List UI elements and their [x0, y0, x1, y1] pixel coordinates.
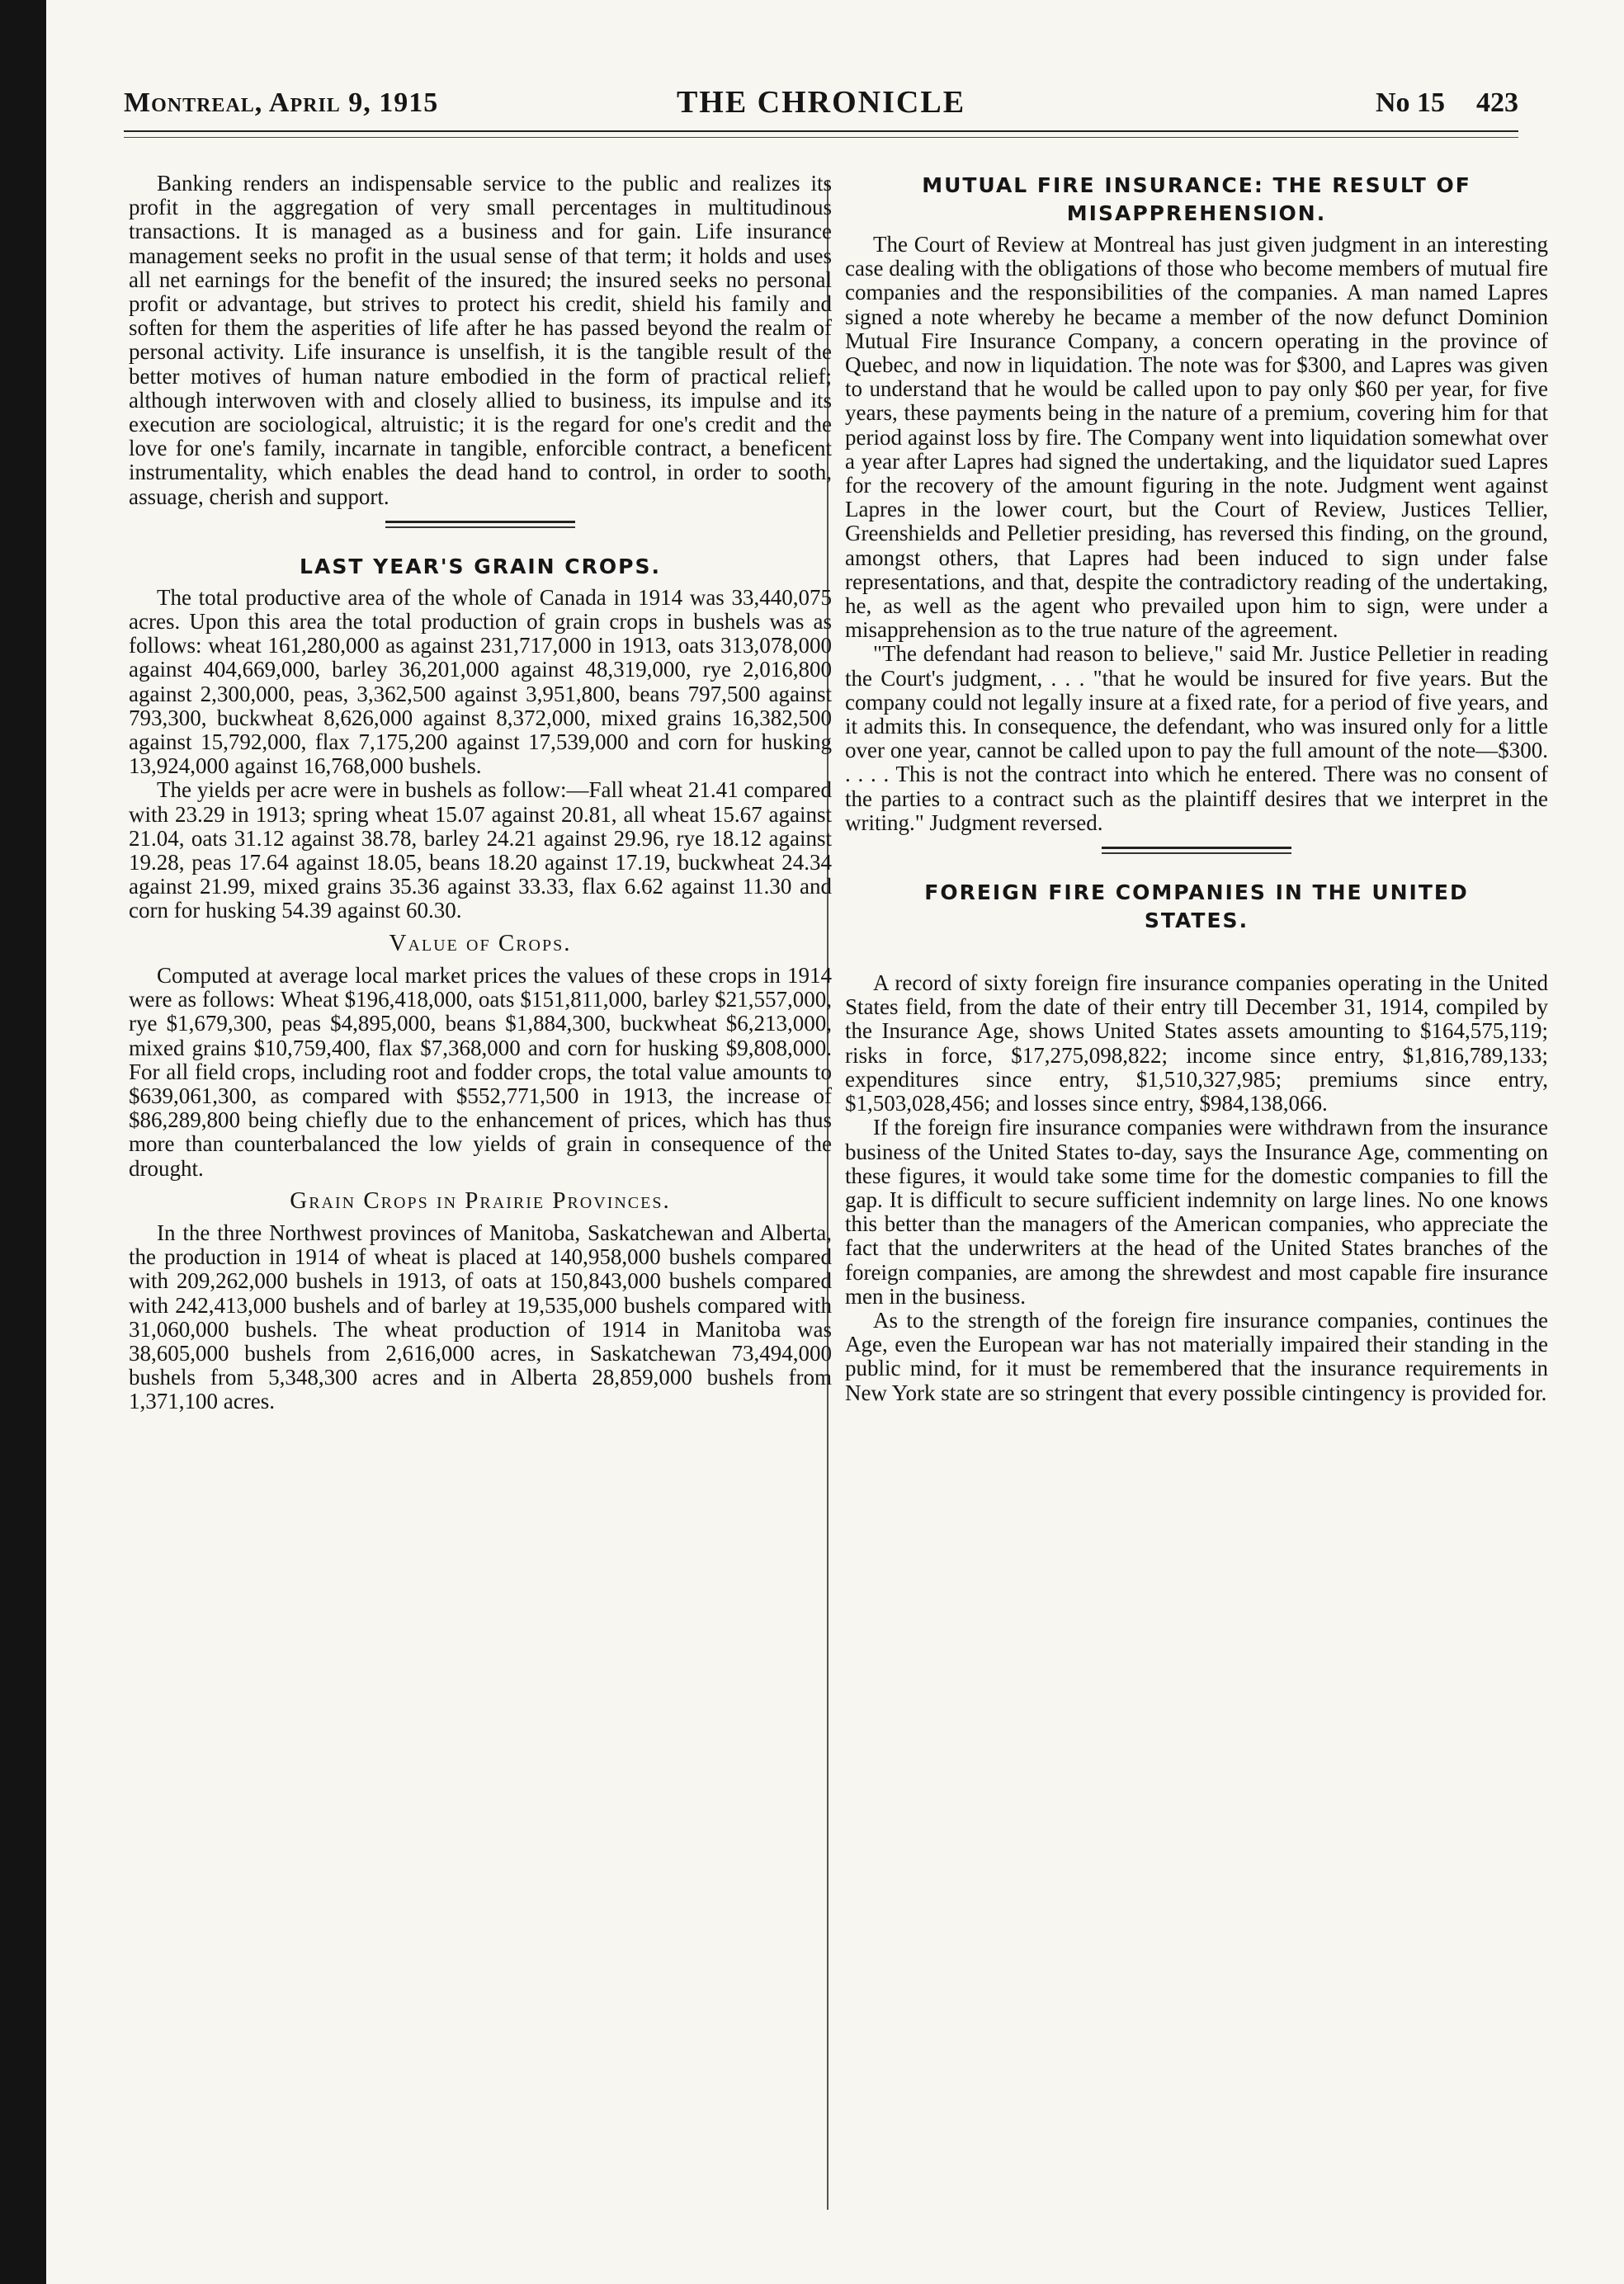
page-header — [124, 84, 1518, 124]
mutual-fire-headline — [845, 172, 1548, 228]
right-column — [845, 172, 1548, 1405]
grain-yields-paragraph: The yields per acre were in bushels as follow:—Fall wheat 21.41 compared with 23.29 in 1913; spring wheat 15.07 against 20.81, all wheat 15.67 against 21.04, oats 31.12 against 38.78, barley 24.21 against 29.96, rye 18.12 against 19.28, peas 17.64 against 18.05, beans 18.20 against 17.19, buckwheat 24.34 against 21.99, mixed grains 35.36 against 33.33, flax 6.62 against 11.30 and corn for husking 54.39 against 60.30. — [129, 777, 832, 923]
grain-crops-headline: LAST YEAR'S GRAIN CROPS. — [300, 554, 661, 578]
publication-title: THE CHRONICLE — [676, 85, 966, 120]
grain-production-paragraph: The total productive area of the whole of Canada in 1914 was 33,440,075 acres. Upon this area the total production of grain crops in bushels was as follows: wheat 161,280,000 as against 231,717,000 in 1913, oats 313,078,000 against 404,669,000, barley 36,201,000 against 48,319,000, rye 2,016,800 against 2,300,000, peas, 3,362,500 against 3,951,800, beans 797,500 against 793,300, buckwheat 8,626,000 against 8,372,000, mixed grains 16,382,500 against 15,792,000, flax 7,175,200 against 17,539,000 and corn for husking 13,924,000 against 16,768,000 bushels. — [129, 584, 832, 779]
crop-values-paragraph: Computed at average local market prices the values of these crops in 1914 were as follows: Wheat $196,418,000, oats $151,811,000, barley $21,557,000, rye $1,679,300, peas $4,895,000, beans $1,884,300, buckwheat $6,213,000, mixed grains $10,759,400, flax $7,368,000 and corn for husking $9,808,000. For all field crops, including root and fodder crops, the total value amounts to $639,061,300, as compared with $552,771,500 in 1913, the increase of $86,289,800 being chiefly due to the enhancement of prices, which has thus more than counterbalanced the low yields of grain in consequence of the drought. — [129, 962, 832, 1181]
foreign-fire-headline — [845, 879, 1548, 935]
foreign-fire-paragraph-1: A record of sixty foreign fire insurance companies operating in the United States field, from the date of their entry till December 31, 1914, compiled by the Insurance Age, shows United States assets amounting to $164,575,119; risks in force, $17,275,098,822; income since entry, $1,816,789,133; expenditures since entry, $1,510,327,985; premiums since entry, $1,503,028,456; and losses since entry, $984,138,066. — [845, 970, 1548, 1116]
foreign-fire-headline-line1: FOREIGN FIRE COMPANIES IN THE UNITED — [924, 880, 1469, 905]
foreign-fire-paragraph-2: If the foreign fire insurance companies were withdrawn from the insurance business of the United States to-day, says the Insurance Age, commenting on these figures, it would take some time for the domestic companies to fill the gap. It is difficult to secure sufficient indemnity on large lines. No one knows this better than the managers of the American companies, who appreciate the fact that the underwriters at the head of the United States branches of the foreign companies, are among the shrewdest and most capable fire insurance men in the business. — [845, 1115, 1548, 1309]
article-separator — [385, 521, 575, 528]
header-issue-page — [1376, 87, 1518, 119]
mutual-fire-headline-line1: MUTUAL FIRE INSURANCE: THE RESULT OF — [922, 173, 1471, 197]
value-of-crops-subheading: Value of Crops. — [389, 929, 572, 956]
header-rule-thin — [124, 137, 1518, 138]
left-column — [129, 172, 832, 1414]
headline-spacing — [845, 940, 1548, 971]
foreign-fire-paragraph-3: As to the strength of the foreign fire insurance companies, continues the Age, even the European war has not materially impaired their standing in the public mind, for it must be remembered that the insurance requirements in New York state are so stringent that every possible cintingency is provided for. — [845, 1307, 1548, 1405]
mutual-fire-headline-line2: MISAPPREHENSION. — [1066, 201, 1327, 225]
header-dateline: Montreal, April 9, 1915 — [124, 87, 439, 118]
mutual-fire-paragraph-2: "The defendant had reason to believe," said Mr. Justice Pelletier in reading the Court's judgment, . . . "that he would be insured for five years. But the company could not legally insure at a fixed rate, for a period of five years, and it admits this. In consequence, the defendant, who was insured only for a little over one year, cannot be called upon to pay the full amount of the note—$300. . . . . This is not the contract into which he entered. There was no consent of the parties to a contract such as the plaintiff desires that we interpret in the writing." Judgment reversed. — [845, 641, 1548, 835]
newspaper-page — [46, 0, 1624, 2284]
page-number: 423 — [1476, 87, 1518, 118]
issue-number: No 15 — [1375, 87, 1445, 118]
article-separator — [1102, 847, 1291, 854]
header-rule — [124, 130, 1518, 132]
mutual-fire-paragraph-1: The Court of Review at Montreal has just given judgment in an interesting case dealing with the obligations of those who become members of mutual fire companies and the responsibilities of the companies. A man named Lapres signed a note whereby he became a member of the now defunct Dominion Mutual Fire Insurance Company, a concern operating in the province of Quebec, and now in liquidation. The note was for $300, and Lapres was given to understand that he would be called upon to pay only $60 per year, for five years, these payments being in the nature of a premium, covering him for that period against loss by fire. The Company went into liquidation somewhat over a year after Lapres had signed the undertaking, and the liquidator sued Lapres for the recovery of the amount figuring in the note. Judgment went against Lapres in the lower court, but the Court of Review, Justices Tellier, Greenshields and Pelletier presiding, has reversed this finding, on the ground, amongst others, that Lapres had been induced to sign under false representations, and that, despite the contradictory reading of the undertaking, he, as well as the agent who prevailed upon him to sign, were under a misapprehension as to the true nature of the agreement. — [845, 232, 1548, 643]
life-insurance-paragraph: Banking renders an indispensable service to the public and realizes its profit in the aggregation of very small percentages in multitudinous transactions. It is managed as a business and for gain. Life insurance management seeks no profit in the usual sense of that term; it holds and uses all net earnings for the benefit of the insured; the insured seeks no personal profit or advantage, but strives to protect his credit, shield his family and soften for them the asperities of life after he has passed beyond the realm of personal activity. Life insurance is unselfish, it is the tangible result of the better motives of human nature embodied in the form of practical relief; although interwoven with and closely allied to business, its impulse and its execution are sociological, altruistic; it is the regard for one's credit and the love for one's family, incarnate in tangible, enforcible contract, a beneficent instrumentality, which enables the dead hand to control, in order to sooth, assuage, cherish and support. — [129, 171, 832, 509]
prairie-provinces-subheading: Grain Crops in Prairie Provinces. — [290, 1187, 671, 1214]
foreign-fire-headline-line2: STATES. — [1144, 908, 1249, 933]
prairie-crops-paragraph: In the three Northwest provinces of Manitoba, Saskatchewan and Alberta, the production in 1914 of wheat is placed at 140,958,000 bushels compared with 209,262,000 bushels in 1913, of oats at 150,843,000 bushels compared with 242,413,000 bushels and of barley at 19,535,000 bushels compared with 31,060,000 bushels. The wheat production of 1914 in Manitoba was 38,605,000 bushels from 2,616,000 acres, in Saskatchewan 73,494,000 bushels from 5,348,300 acres and in Alberta 28,859,000 bushels from 1,371,100 acres. — [129, 1220, 832, 1414]
